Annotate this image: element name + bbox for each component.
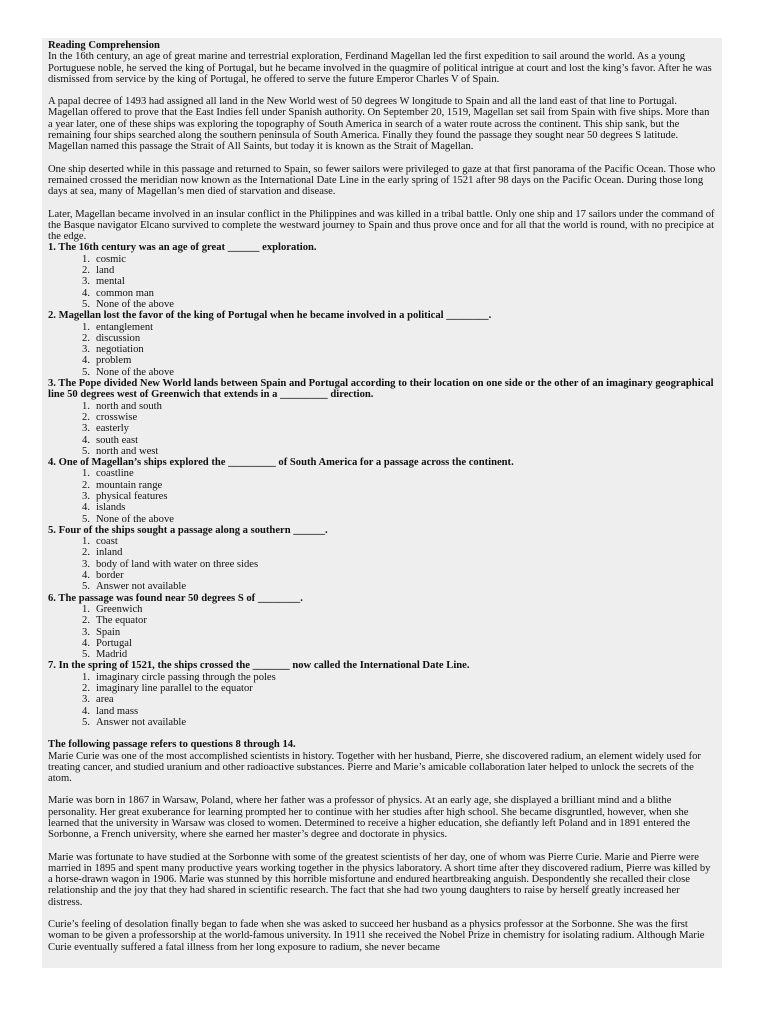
option-text: land mass: [96, 705, 139, 717]
option-text: physical features: [96, 490, 168, 502]
option-number: 1.: [82, 468, 90, 480]
answer-option[interactable]: [82, 547, 716, 559]
answer-option[interactable]: [82, 637, 716, 649]
option-number: 4.: [82, 570, 90, 582]
option-number: 3.: [82, 626, 90, 638]
answer-option[interactable]: [82, 366, 716, 378]
option-number: 2.: [82, 615, 90, 627]
answer-option[interactable]: [82, 490, 716, 502]
answer-options: [48, 468, 716, 524]
question-list: [48, 242, 716, 728]
question-6: [48, 593, 716, 661]
answer-option[interactable]: [82, 570, 716, 582]
option-text: Greenwich: [96, 603, 143, 615]
passage-1-paragraph-2: A papal decree of 1493 had assigned all land in the New World west of 50 degrees W longitude to Spain and all the land east of that line to Portugal. Magellan offered to prove that the East Indies fell under Spanish authority. On September 20, 1519, Magellan set sail from Spain with five ships. More than a year later, one of these ships was exploring the topography of South America in search of a water route across the continent. This ship sank, but the remaining four ships searched along the southern peninsula of South America. Finally they found the passage they sought near 50 degrees S latitude. Magellan named this passage the Strait of All Saints, but today it is known as the Strait of Magellan.: [48, 96, 710, 153]
passage-2-paragraph-2: Marie was born in 1867 in Warsaw, Poland, where her father was a professor of physics. At an early age, she displayed a brilliant mind and a blithe personality. Her great exuberance for learning prompted her to continue with her studies after high school. She became disgruntled, however, when she learned that the university in Warsaw was closed to women. Determined to receive a higher education, she defiantly left Poland and in 1891 entered the Sorbonne, a French university, where she earned her master’s degree and doctorate in physics.: [48, 795, 691, 841]
answer-option[interactable]: [82, 253, 716, 265]
answer-option[interactable]: [82, 603, 716, 615]
question-prompt: 2. Magellan lost the favor of the king of Portugal when he became involved in a political ________.: [48, 310, 492, 322]
option-text: None of the above: [96, 298, 174, 310]
option-number: 3.: [82, 558, 90, 570]
passage-2-paragraph-3: Marie was fortunate to have studied at the Sorbonne with some of the greatest scientists of her day, one of whom was Pierre Curie. Marie and Pierre were married in 1895 and spent many productive years working together in the physics laboratory. A short time after they discovered radium, Pierre was killed by a horse-drawn wagon in 1906. Marie was stunned by this horrible misfortune and endured heartbreaking anguish. Despondently she recalled their close relationship and the joy that they had shared in scientific research. The fact that she had two young daughters to raise by herself greatly increased her distress.: [48, 851, 711, 908]
answer-options: [48, 536, 716, 592]
question-prompt: 6. The passage was found near 50 degrees S of ________.: [48, 592, 303, 604]
answer-options: [48, 254, 716, 310]
option-text: common man: [96, 287, 154, 299]
answer-option[interactable]: [82, 355, 716, 367]
question-1: [48, 242, 716, 310]
option-text: inland: [96, 547, 123, 559]
option-number: 2.: [82, 411, 90, 423]
option-text: north and west: [96, 445, 159, 457]
answer-option[interactable]: [82, 649, 716, 661]
answer-option[interactable]: [82, 468, 716, 480]
option-text: imaginary circle passing through the poles: [96, 671, 276, 683]
option-text: negotiation: [96, 344, 144, 356]
answer-option[interactable]: [82, 434, 716, 446]
option-text: islands: [96, 502, 126, 514]
option-number: 4.: [82, 287, 90, 299]
answer-option[interactable]: [82, 400, 716, 412]
option-text: cosmic: [96, 253, 127, 265]
option-number: 2.: [82, 265, 90, 277]
option-number: 3.: [82, 694, 90, 706]
answer-option[interactable]: [82, 705, 716, 717]
answer-option[interactable]: [82, 615, 716, 627]
option-text: The equator: [96, 615, 147, 627]
option-number: 5.: [82, 716, 90, 728]
answer-option[interactable]: [82, 626, 716, 638]
option-text: Portugal: [96, 637, 132, 649]
answer-option[interactable]: [82, 423, 716, 435]
option-text: discussion: [96, 332, 141, 344]
option-text: coast: [96, 536, 118, 548]
option-text: area: [96, 694, 114, 706]
option-text: crosswise: [96, 411, 138, 423]
answer-option[interactable]: [82, 344, 716, 356]
answer-option[interactable]: [82, 287, 716, 299]
option-text: Spain: [96, 626, 121, 638]
option-text: north and south: [96, 400, 162, 412]
option-text: imaginary line parallel to the equator: [96, 683, 253, 695]
option-text: coastline: [96, 468, 134, 480]
passage-2-title: The following passage refers to questions 8 through 14.: [48, 739, 296, 751]
question-prompt: 5. Four of the ships sought a passage along a southern ______.: [48, 524, 328, 536]
option-number: 3.: [82, 276, 90, 288]
answer-options: [48, 604, 716, 660]
option-text: mountain range: [96, 479, 163, 491]
answer-option[interactable]: [82, 332, 716, 344]
option-number: 3.: [82, 344, 90, 356]
option-number: 4.: [82, 637, 90, 649]
option-text: None of the above: [96, 513, 174, 525]
question-4: [48, 457, 716, 525]
option-number: 4.: [82, 355, 90, 367]
option-number: 2.: [82, 547, 90, 559]
option-number: 3.: [82, 423, 90, 435]
document-page: [42, 38, 722, 968]
answer-option[interactable]: [82, 671, 716, 683]
answer-option[interactable]: [82, 536, 716, 548]
option-number: 5.: [82, 366, 90, 378]
option-number: 5.: [82, 581, 90, 593]
section-spacer: [48, 728, 716, 739]
option-text: easterly: [96, 423, 129, 435]
answer-option[interactable]: [82, 581, 716, 593]
answer-option[interactable]: [82, 411, 716, 423]
option-number: 1.: [82, 253, 90, 265]
option-text: body of land with water on three sides: [96, 558, 259, 570]
question-2: [48, 310, 716, 378]
answer-option[interactable]: [82, 276, 716, 288]
passage-2-paragraph-4: Curie’s feeling of desolation finally began to fade when she was asked to succeed her husband as a physics professor at the Sorbonne. She was the first woman to be given a professorship at the world-famous university. In 1911 she received the Nobel Prize in chemistry for isolating radium. Although Marie Curie eventually suffered a fatal illness from her long exposure to radium, she never became: [48, 919, 705, 953]
document-content: [42, 38, 722, 953]
option-text: Answer not available: [96, 716, 187, 728]
option-text: Answer not available: [96, 581, 187, 593]
question-prompt: 1. The 16th century was an age of great ______ exploration.: [48, 242, 317, 254]
option-number: 4.: [82, 705, 90, 717]
question-7: [48, 660, 716, 728]
passage-1-paragraph-3: One ship deserted while in this passage and returned to Spain, so fewer sailors were privileged to gaze at that first panorama of the Pacific Ocean. Those who remained crossed the meridian now known as the International Date Line in the early spring of 1521 after 98 days on the Pacific Ocean. During those long days at sea, many of Magellan’s men died of starvation and disease.: [48, 163, 716, 198]
question-prompt: 4. One of Magellan’s ships explored the _________ of South America for a passage across the continent.: [48, 457, 514, 469]
option-number: 4.: [82, 502, 90, 514]
answer-option[interactable]: [82, 502, 716, 514]
option-number: 2.: [82, 332, 90, 344]
option-number: 1.: [82, 603, 90, 615]
option-text: None of the above: [96, 366, 174, 378]
answer-option[interactable]: [82, 683, 716, 695]
option-number: 1.: [82, 671, 90, 683]
answer-option[interactable]: [82, 716, 716, 728]
option-text: Madrid: [96, 649, 128, 661]
option-number: 5.: [82, 649, 90, 661]
option-text: land: [96, 265, 115, 277]
answer-options: [48, 672, 716, 728]
option-number: 1.: [82, 400, 90, 412]
option-number: 5.: [82, 513, 90, 525]
answer-option[interactable]: [82, 445, 716, 457]
option-text: border: [96, 570, 124, 582]
answer-option[interactable]: [82, 558, 716, 570]
passage-2-paragraph-1: Marie Curie was one of the most accomplished scientists in history. Together with her husband, Pierre, she discovered radium, an element widely used for treating cancer, and studied uranium and other radioactive substances. Pierre and Marie’s amicable collaboration later helped to unlock the secrets of the atom.: [48, 750, 701, 785]
option-text: mental: [96, 276, 125, 288]
question-prompt: 3. The Pope divided New World lands between Spain and Portugal according to their location on one side or the other of an imaginary geographical line 50 degrees west of Greenwich that extends in a _________ direction.: [48, 378, 714, 401]
answer-options: [48, 401, 716, 457]
option-text: problem: [96, 355, 132, 367]
answer-option[interactable]: [82, 265, 716, 277]
passage-1-paragraph-4: Later, Magellan became involved in an insular conflict in the Philippines and was killed in a tribal battle. Only one ship and 17 sailors under the command of the Basque navigator Elcano survived to complete the westward journey to Spain and thus prove once and for all that the world is round, with no precipice at the edge.: [48, 208, 715, 243]
option-number: 4.: [82, 434, 90, 446]
answer-option[interactable]: [82, 694, 716, 706]
option-text: entanglement: [96, 321, 154, 333]
option-number: 5.: [82, 298, 90, 310]
question-3: [48, 378, 716, 457]
answer-option[interactable]: [82, 321, 716, 333]
answer-option[interactable]: [82, 479, 716, 491]
option-number: 2.: [82, 683, 90, 695]
answer-option[interactable]: [82, 298, 716, 310]
question-prompt: 7. In the spring of 1521, the ships crossed the _______ now called the International Date Line.: [48, 660, 470, 672]
answer-option[interactable]: [82, 513, 716, 525]
option-number: 3.: [82, 490, 90, 502]
option-number: 1.: [82, 321, 90, 333]
answer-options: [48, 322, 716, 378]
question-5: [48, 525, 716, 593]
passage-1-title: Reading Comprehension: [48, 40, 160, 51]
option-number: 1.: [82, 536, 90, 548]
option-number: 2.: [82, 479, 90, 491]
option-number: 5.: [82, 445, 90, 457]
passage-1-paragraph-1: In the 16th century, an age of great marine and terrestrial exploration, Ferdinand Magellan led the first expedition to sail around the world. As a young Portuguese noble, he served the king of Portugal, but he became involved in the quagmire of political intrigue at court and lost the king’s favor. After he was dismissed from service by the king of Portugal, he offered to serve the future Emperor Charles V of Spain.: [48, 51, 712, 85]
option-text: south east: [96, 434, 139, 446]
